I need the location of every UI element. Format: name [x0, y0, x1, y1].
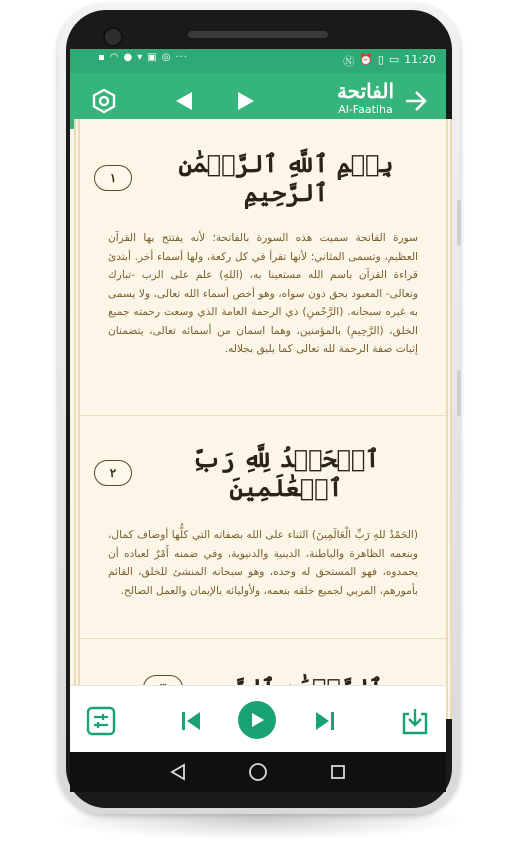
battery-icon: ▭ — [388, 53, 400, 66]
mail-icon: ▾ — [137, 52, 144, 63]
verse-item — [80, 416, 446, 639]
nfc-icon: Ⓝ — [343, 55, 355, 68]
nav-home-button[interactable] — [246, 760, 270, 784]
next-surah-button[interactable] — [226, 81, 266, 121]
wifi-icon: ◠ — [109, 52, 120, 63]
player-settings-button[interactable] — [84, 704, 118, 738]
system-navigation-bar — [70, 752, 446, 792]
volume-button — [457, 200, 461, 246]
previous-surah-button[interactable] — [164, 81, 204, 121]
download-button[interactable] — [398, 704, 432, 738]
photo-icon: ▣ — [147, 52, 158, 63]
surah-title — [337, 79, 394, 117]
vibrate-icon: ▯ — [377, 53, 384, 66]
skip-next-button[interactable] — [308, 704, 342, 738]
verse-number-badge: ٢ — [94, 460, 132, 486]
triangle-right-icon — [236, 90, 256, 112]
verse-item — [80, 119, 446, 416]
skip-previous-button[interactable] — [174, 704, 208, 738]
front-camera — [103, 27, 123, 47]
earpiece-speaker — [188, 31, 328, 38]
whatsapp-icon: ◎ — [161, 52, 172, 63]
back-button[interactable] — [396, 81, 436, 121]
home-circle-icon — [248, 762, 268, 782]
audio-player-bar — [70, 685, 446, 753]
app-screen — [70, 49, 446, 752]
ornamental-frame — [74, 119, 452, 719]
sliders-icon — [86, 706, 116, 736]
skip-next-icon — [313, 710, 337, 732]
status-icons-left — [98, 52, 188, 63]
back-triangle-icon — [169, 763, 187, 781]
nav-back-button[interactable] — [166, 760, 190, 784]
verse-text: ٱلۡحَمۡدُ لِلَّهِ رَبِّ ٱلۡعَٰلَمِينَ — [192, 444, 380, 502]
skip-previous-icon — [179, 710, 203, 732]
verse-tafsir: سورة الفاتحة سميت هذه السورة بالفاتحة؛ لأنه يفتتح بها القرآن العظيم، وتسمى المثاني؛ لأنها تقرأ في كل ركعة، ولها أسماء أخر. أبتدئ قراءة القرآن باسم الله مستعينا به، (اللهِ) علم على الرب -تبارك وتعالى- المعبود بحق دون سواه، وهو أخص أسماء الله تعالى، ولا يسمى به غيره سبحانه. (الرَّحْمنِ) ذي الرحمة العامة الذي وسعت رحمته جميع الخلق، (الرَّحِيمِ) بالمؤمنين، وهما اسمان من أسمائه تعالى، يتضمنان إثبات صفة الرحمة لله تعالى كما يليق بجلاله. — [108, 232, 418, 355]
verse-number-badge: ١ — [94, 165, 132, 191]
verse-text: بِسۡمِ ٱللَّهِ ٱلرَّحۡمَٰنِ ٱلرَّحِيمِ — [178, 149, 394, 207]
surah-title-arabic: الفاتحة — [336, 79, 394, 103]
sync-icon: ● — [123, 52, 134, 63]
sim-icon: ▪︎ — [98, 52, 106, 63]
download-icon — [400, 706, 430, 736]
play-icon — [248, 711, 266, 729]
play-button[interactable] — [238, 701, 276, 739]
status-icons-right — [343, 53, 436, 69]
more-dots-icon: ··· — [175, 52, 189, 63]
verse-arabic-text — [94, 149, 432, 207]
arrow-right-icon — [404, 90, 428, 112]
nav-recents-button[interactable] — [326, 760, 350, 784]
recents-square-icon — [329, 763, 347, 781]
power-button — [457, 370, 461, 416]
settings-button[interactable] — [84, 81, 124, 121]
verse-arabic-text — [94, 444, 432, 502]
settings-hexagon-icon — [91, 88, 117, 114]
surah-title-english: Al-Faatiha — [338, 103, 393, 116]
status-bar — [70, 49, 446, 73]
verses-scroll-area[interactable] — [70, 129, 446, 685]
alarm-icon: ⏰ — [359, 53, 373, 66]
verse-tafsir: (الحَمْدُ للهِ رَبِّ الْعَالَمِينَ) الثناء على الله بصفاته التي كلُّها أوصاف كمال، وبنعمه الظاهرة والباطنة، الدينية والدنيوية، وفي ضمنه أَمْرٌ لعباده أن يحمدوه، فهو المستحق له وحده، وهو سبحانه المنشئ للخلق، القائم بأمورهم، المربي لجميع خلقه بنعمه، ولأوليائه بالإيمان والعمل الصالح. — [108, 529, 418, 597]
status-time: 11:20 — [404, 53, 436, 66]
triangle-left-icon — [174, 90, 194, 112]
